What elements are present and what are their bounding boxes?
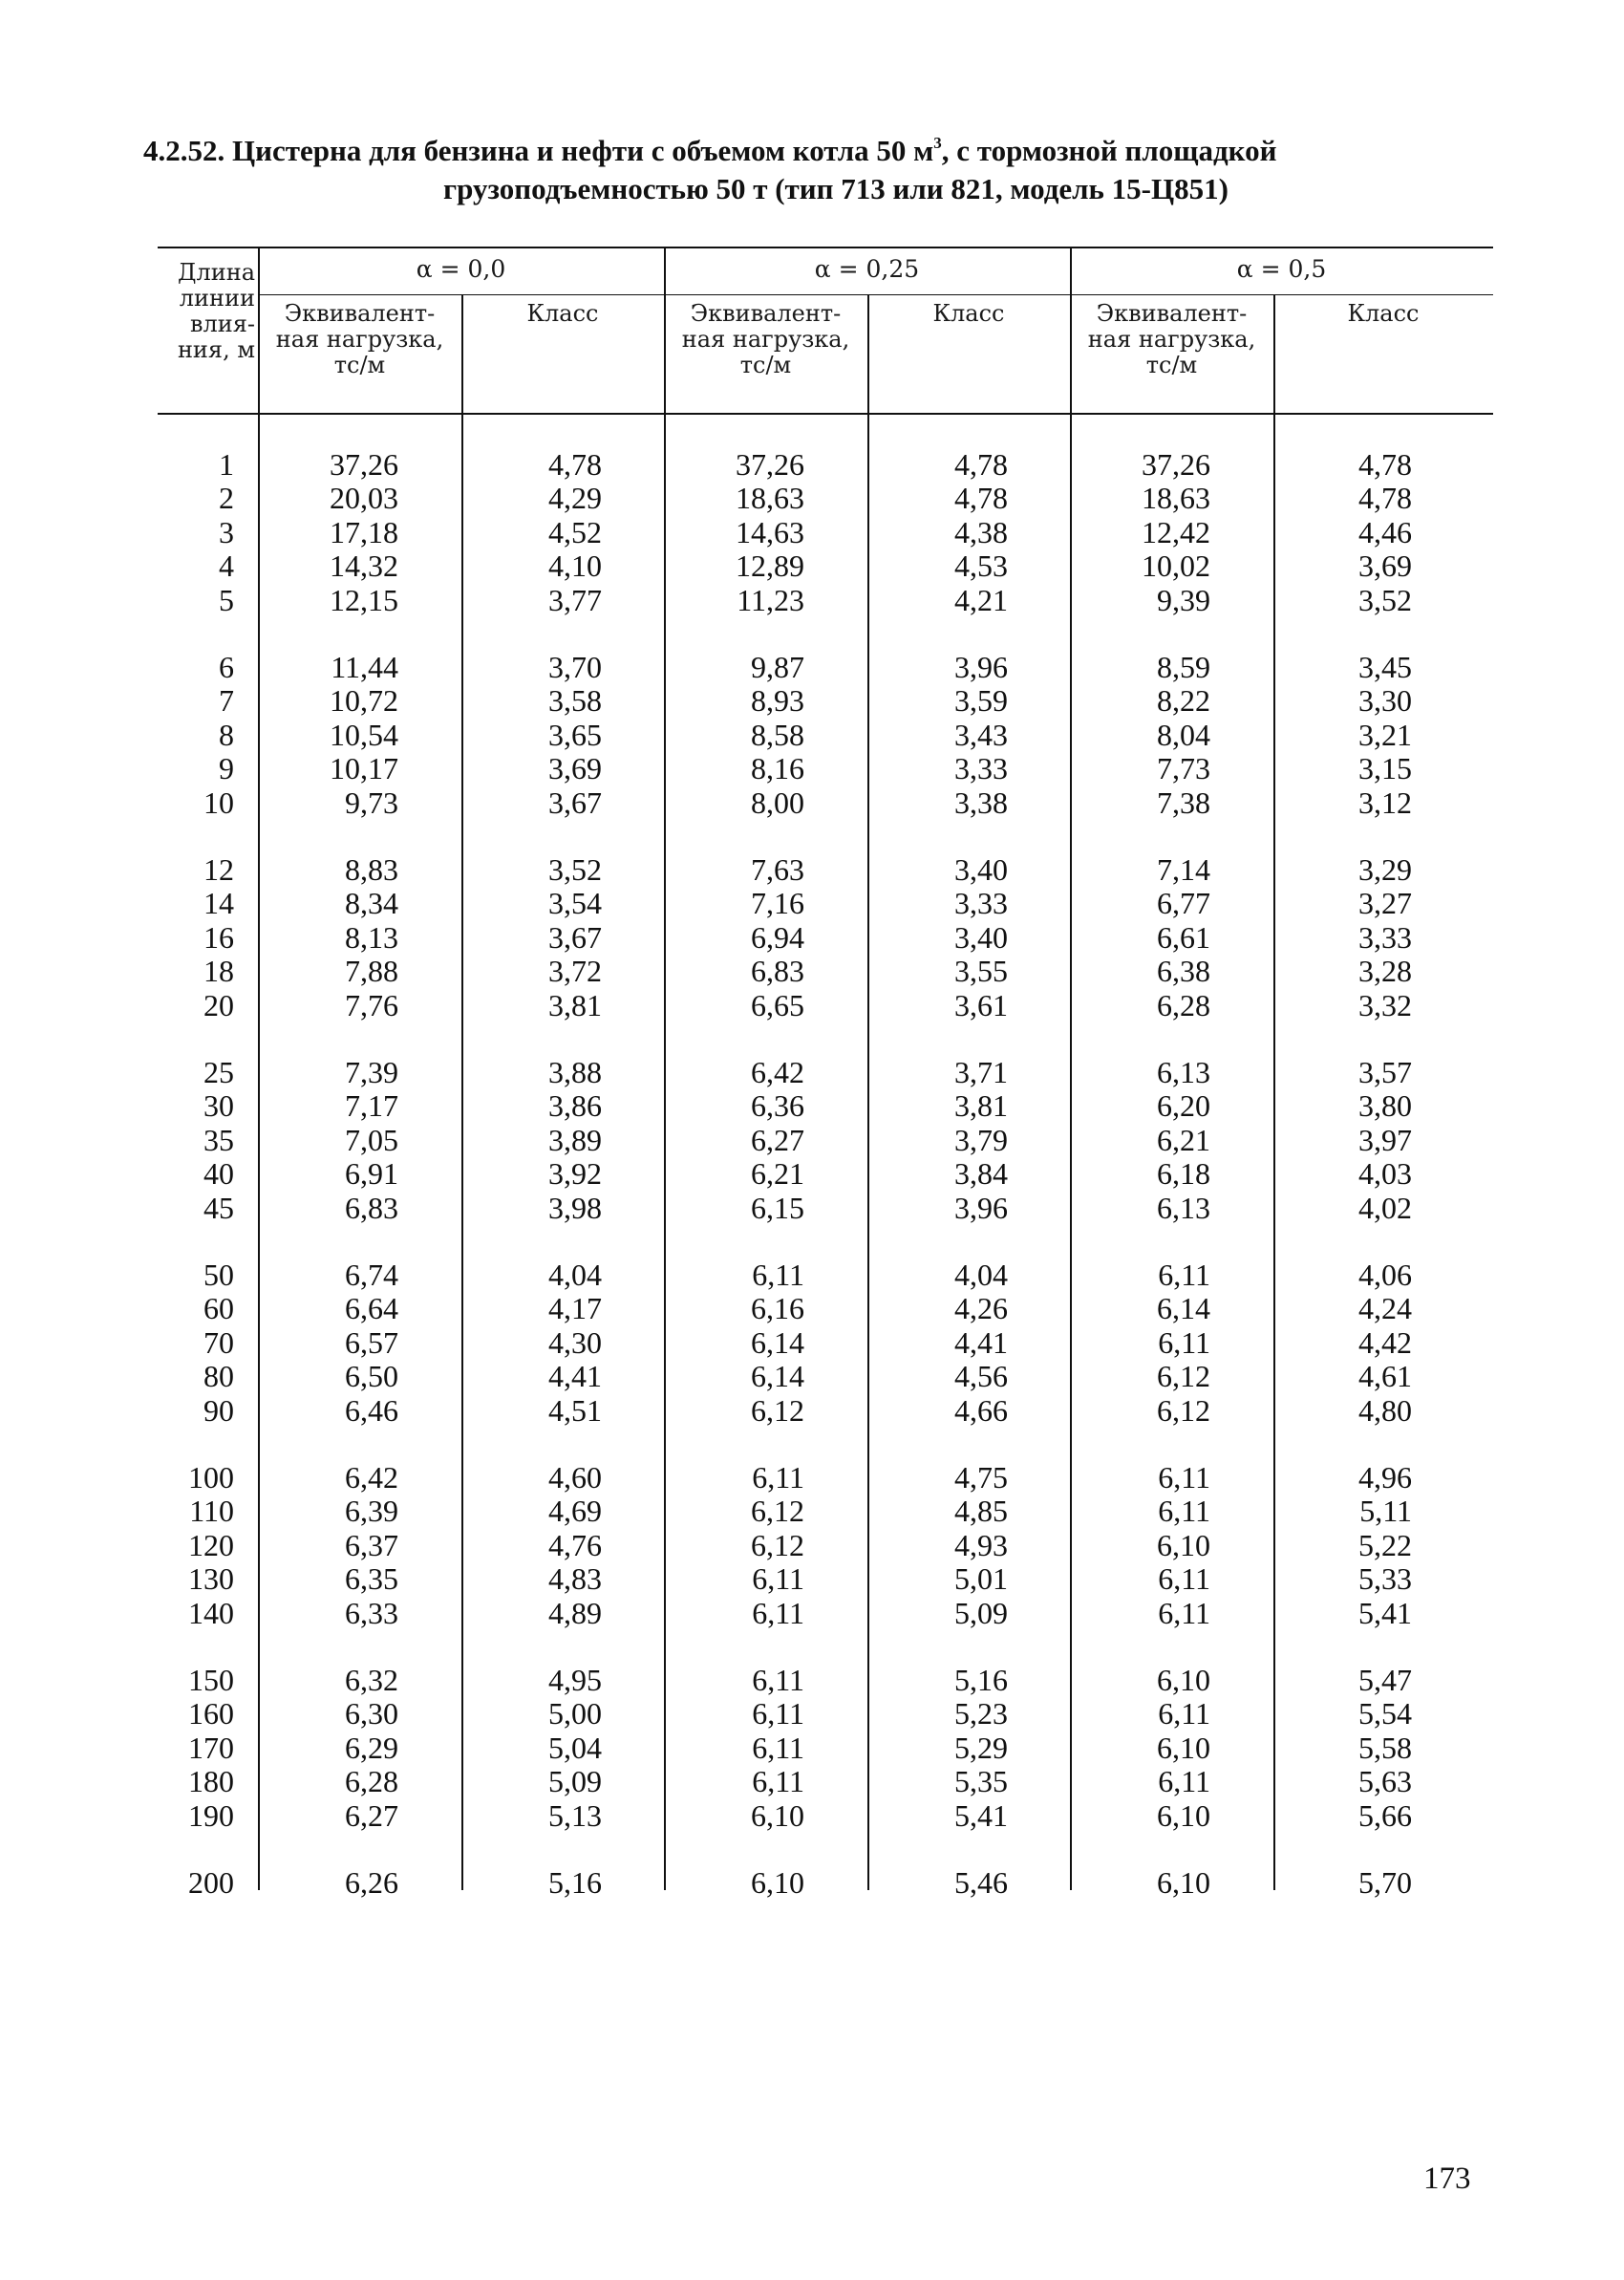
load-cell: 6,65 xyxy=(751,987,804,1022)
row-length-cell: 16 xyxy=(203,919,234,955)
load-cell: 6,11 xyxy=(1158,1696,1210,1732)
load-cell: 7,05 xyxy=(345,1122,398,1157)
class-cell: 3,40 xyxy=(954,852,1008,887)
header-class-0: Класс xyxy=(526,300,599,327)
header-alpha-2: α = 0,5 xyxy=(1236,255,1327,283)
row-length-cell: 190 xyxy=(188,1797,234,1833)
class-cell: 4,04 xyxy=(548,1258,602,1292)
load-cell: 7,14 xyxy=(1157,852,1210,887)
header-line: ная нагрузка, xyxy=(275,326,444,353)
header-alpha-1: α = 0,25 xyxy=(814,255,920,283)
class-cell: 3,30 xyxy=(1358,683,1412,719)
load-cell: 6,57 xyxy=(345,1324,398,1360)
class-cell: 3,27 xyxy=(1358,886,1412,921)
load-cell: 6,27 xyxy=(345,1797,398,1833)
row-length-cell: 70 xyxy=(203,1324,234,1360)
table-subcolumn-rule xyxy=(867,294,869,1890)
class-cell: 4,30 xyxy=(548,1324,602,1360)
class-cell: 3,59 xyxy=(954,683,1008,719)
class-cell: 4,60 xyxy=(548,1460,602,1495)
class-cell: 5,00 xyxy=(548,1696,602,1732)
table-top-rule xyxy=(158,247,1493,248)
table-title xyxy=(143,132,1509,208)
row-length-cell: 7 xyxy=(219,683,234,719)
load-cell: 6,64 xyxy=(345,1291,398,1326)
row-length-cell: 14 xyxy=(203,886,234,921)
data-table xyxy=(158,247,1493,1900)
class-cell: 3,67 xyxy=(548,919,602,955)
class-cell: 5,16 xyxy=(548,1865,602,1900)
row-length-cell: 2 xyxy=(219,481,234,516)
load-cell: 8,34 xyxy=(345,886,398,921)
load-cell: 8,13 xyxy=(345,919,398,955)
class-cell: 4,61 xyxy=(1358,1359,1412,1394)
load-cell: 6,11 xyxy=(752,1764,804,1799)
class-cell: 3,38 xyxy=(954,785,1008,820)
class-cell: 3,12 xyxy=(1358,785,1412,820)
load-cell: 7,88 xyxy=(345,954,398,989)
load-cell: 6,11 xyxy=(1158,1258,1210,1292)
class-cell: 3,45 xyxy=(1358,650,1412,684)
row-length-cell: 80 xyxy=(203,1359,234,1394)
row-length-cell: 200 xyxy=(188,1865,234,1900)
table-column-rule xyxy=(1070,247,1072,1890)
table-subcolumn-rule xyxy=(461,294,463,1890)
load-cell: 6,42 xyxy=(751,1055,804,1089)
class-cell: 4,06 xyxy=(1358,1258,1412,1292)
load-cell: 37,26 xyxy=(330,447,398,482)
load-cell: 12,15 xyxy=(330,582,398,617)
class-cell: 4,96 xyxy=(1358,1460,1412,1495)
header-line: ная нагрузка, xyxy=(681,326,850,353)
header-line: Эквивалент- xyxy=(284,300,436,327)
class-cell: 3,33 xyxy=(954,886,1008,921)
header-line: тс/м xyxy=(739,352,792,378)
header-equivalent-load-0 xyxy=(254,301,465,378)
load-cell: 6,33 xyxy=(345,1595,398,1630)
class-cell: 4,93 xyxy=(954,1527,1008,1562)
load-cell: 6,11 xyxy=(752,1258,804,1292)
class-cell: 4,41 xyxy=(548,1359,602,1394)
class-cell: 5,23 xyxy=(954,1696,1008,1732)
title-line-1: 4.2.52. Цистерна для бензина и нефти с объемом котла 50 $м^3$, с тормозной площадкой xyxy=(143,134,1277,167)
load-cell: 6,94 xyxy=(751,919,804,955)
load-cell: 6,37 xyxy=(345,1527,398,1562)
load-cell: 11,44 xyxy=(331,650,398,684)
row-length-cell: 12 xyxy=(203,852,234,887)
row-length-cell: 4 xyxy=(219,548,234,584)
class-cell: 4,51 xyxy=(548,1392,602,1428)
load-cell: 6,30 xyxy=(345,1696,398,1732)
class-cell: 3,86 xyxy=(548,1088,602,1124)
load-cell: 6,10 xyxy=(1157,1527,1210,1562)
class-cell: 4,85 xyxy=(954,1494,1008,1529)
row-length-cell: 3 xyxy=(219,514,234,549)
table-column-rule xyxy=(664,247,666,1890)
class-cell: 3,79 xyxy=(954,1122,1008,1157)
row-length-cell: 130 xyxy=(188,1561,234,1597)
table-header-bottom-rule xyxy=(158,413,1493,415)
class-cell: 3,88 xyxy=(548,1055,602,1089)
class-cell: 3,61 xyxy=(954,987,1008,1022)
load-cell: 6,28 xyxy=(1157,987,1210,1022)
class-cell: 4,78 xyxy=(548,447,602,482)
class-cell: 4,69 xyxy=(548,1494,602,1529)
load-cell: 18,63 xyxy=(736,481,804,516)
class-cell: 5,66 xyxy=(1358,1797,1412,1833)
load-cell: 7,16 xyxy=(751,886,804,921)
load-cell: 6,20 xyxy=(1157,1088,1210,1124)
row-length-cell: 6 xyxy=(219,650,234,684)
class-cell: 4,78 xyxy=(1358,481,1412,516)
row-length-cell: 150 xyxy=(188,1663,234,1697)
load-cell: 8,22 xyxy=(1157,683,1210,719)
page-number: 173 xyxy=(1423,2162,1471,2196)
load-cell: 8,59 xyxy=(1157,650,1210,684)
class-cell: 5,09 xyxy=(954,1595,1008,1630)
class-cell: 4,04 xyxy=(954,1258,1008,1292)
load-cell: 6,32 xyxy=(345,1663,398,1697)
load-cell: 10,02 xyxy=(1142,548,1210,584)
class-cell: 5,13 xyxy=(548,1797,602,1833)
class-cell: 3,80 xyxy=(1358,1088,1412,1124)
row-length-cell: 50 xyxy=(203,1258,234,1292)
class-cell: 4,83 xyxy=(548,1561,602,1597)
load-cell: 6,11 xyxy=(752,1595,804,1630)
row-length-cell: 160 xyxy=(188,1696,234,1732)
load-cell: 6,10 xyxy=(1157,1663,1210,1697)
class-cell: 3,96 xyxy=(954,650,1008,684)
load-cell: 6,14 xyxy=(751,1359,804,1394)
table-column-rule xyxy=(258,247,260,1890)
class-cell: 3,29 xyxy=(1358,852,1412,887)
class-cell: 5,35 xyxy=(954,1764,1008,1799)
load-cell: 7,17 xyxy=(345,1088,398,1124)
load-cell: 6,28 xyxy=(345,1764,398,1799)
class-cell: 5,58 xyxy=(1358,1730,1412,1765)
load-cell: 6,36 xyxy=(751,1088,804,1124)
load-cell: 18,63 xyxy=(1142,481,1210,516)
superscript-3: 3 xyxy=(933,134,942,152)
load-cell: 7,39 xyxy=(345,1055,398,1089)
load-cell: 6,27 xyxy=(751,1122,804,1157)
header-class-1: Класс xyxy=(932,300,1005,327)
class-cell: 4,42 xyxy=(1358,1324,1412,1360)
load-cell: 6,18 xyxy=(1157,1156,1210,1192)
class-cell: 5,47 xyxy=(1358,1663,1412,1697)
class-cell: 3,33 xyxy=(1358,919,1412,955)
load-cell: 14,32 xyxy=(330,548,398,584)
row-length-cell: 100 xyxy=(188,1460,234,1495)
row-length-cell: 40 xyxy=(203,1156,234,1192)
load-cell: 14,63 xyxy=(736,514,804,549)
row-length-cell: 18 xyxy=(203,954,234,989)
class-cell: 3,54 xyxy=(548,886,602,921)
load-cell: 6,10 xyxy=(751,1865,804,1900)
load-cell: 10,72 xyxy=(330,683,398,719)
header-line: тс/м xyxy=(1145,352,1198,378)
class-cell: 3,81 xyxy=(548,987,602,1022)
class-cell: 3,69 xyxy=(1358,548,1412,584)
class-cell: 3,81 xyxy=(954,1088,1008,1124)
row-length-cell: 90 xyxy=(203,1392,234,1428)
table-subcolumn-rule xyxy=(1273,294,1275,1890)
class-cell: 3,58 xyxy=(548,683,602,719)
row-length-cell: 10 xyxy=(203,785,234,820)
load-cell: 6,38 xyxy=(1157,954,1210,989)
row-length-cell: 120 xyxy=(188,1527,234,1562)
class-cell: 3,33 xyxy=(954,751,1008,786)
load-cell: 11,23 xyxy=(737,582,804,617)
load-cell: 6,11 xyxy=(752,1696,804,1732)
load-cell: 6,13 xyxy=(1157,1190,1210,1225)
load-cell: 6,21 xyxy=(751,1156,804,1192)
class-cell: 4,56 xyxy=(954,1359,1008,1394)
load-cell: 6,91 xyxy=(345,1156,398,1192)
class-cell: 5,22 xyxy=(1358,1527,1412,1562)
class-cell: 5,41 xyxy=(954,1797,1008,1833)
load-cell: 6,10 xyxy=(751,1797,804,1833)
load-cell: 6,39 xyxy=(345,1494,398,1529)
load-cell: 6,83 xyxy=(345,1190,398,1225)
class-cell: 3,28 xyxy=(1358,954,1412,989)
header-class-2: Класс xyxy=(1347,300,1420,327)
load-cell: 6,29 xyxy=(345,1730,398,1765)
load-cell: 6,26 xyxy=(345,1865,398,1900)
class-cell: 4,41 xyxy=(954,1324,1008,1360)
row-length-cell: 9 xyxy=(219,751,234,786)
load-cell: 6,11 xyxy=(1158,1764,1210,1799)
class-cell: 5,33 xyxy=(1358,1561,1412,1597)
load-cell: 6,77 xyxy=(1157,886,1210,921)
class-cell: 4,46 xyxy=(1358,514,1412,549)
load-cell: 8,58 xyxy=(751,717,804,752)
class-cell: 4,80 xyxy=(1358,1392,1412,1428)
row-length-cell: 45 xyxy=(203,1190,234,1225)
load-cell: 6,12 xyxy=(751,1494,804,1529)
row-length-cell: 30 xyxy=(203,1088,234,1124)
load-cell: 7,38 xyxy=(1157,785,1210,820)
row-length-cell: 5 xyxy=(219,582,234,617)
class-cell: 5,70 xyxy=(1358,1865,1412,1900)
row-length-cell: 1 xyxy=(219,447,234,482)
class-cell: 5,63 xyxy=(1358,1764,1412,1799)
class-cell: 5,46 xyxy=(954,1865,1008,1900)
load-cell: 6,50 xyxy=(345,1359,398,1394)
row-length-cell: 170 xyxy=(188,1730,234,1765)
class-cell: 3,65 xyxy=(548,717,602,752)
class-cell: 3,32 xyxy=(1358,987,1412,1022)
class-cell: 4,75 xyxy=(954,1460,1008,1495)
load-cell: 6,12 xyxy=(751,1392,804,1428)
load-cell: 6,14 xyxy=(751,1324,804,1360)
class-cell: 3,72 xyxy=(548,954,602,989)
class-cell: 4,78 xyxy=(954,481,1008,516)
header-line: Длина xyxy=(177,259,255,286)
class-cell: 4,03 xyxy=(1358,1156,1412,1192)
class-cell: 3,89 xyxy=(548,1122,602,1157)
load-cell: 6,16 xyxy=(751,1291,804,1326)
load-cell: 6,42 xyxy=(345,1460,398,1495)
title-line-2: грузоподъемностью 50 т (тип 713 или 821, модель 15-Ц851) xyxy=(443,172,1229,205)
class-cell: 3,52 xyxy=(548,852,602,887)
load-cell: 9,87 xyxy=(751,650,804,684)
class-cell: 4,95 xyxy=(548,1663,602,1697)
load-cell: 6,46 xyxy=(345,1392,398,1428)
load-cell: 8,16 xyxy=(751,751,804,786)
class-cell: 3,57 xyxy=(1358,1055,1412,1089)
load-cell: 6,11 xyxy=(752,1663,804,1697)
class-cell: 3,67 xyxy=(548,785,602,820)
load-cell: 9,73 xyxy=(345,785,398,820)
class-cell: 5,11 xyxy=(1359,1494,1412,1529)
load-cell: 6,83 xyxy=(751,954,804,989)
class-cell: 3,69 xyxy=(548,751,602,786)
header-influence-line-length xyxy=(150,260,255,363)
header-line: тс/м xyxy=(333,352,386,378)
header-line: линии xyxy=(179,285,255,312)
class-cell: 3,92 xyxy=(548,1156,602,1192)
class-cell: 4,21 xyxy=(954,582,1008,617)
class-cell: 3,40 xyxy=(954,919,1008,955)
load-cell: 6,12 xyxy=(1157,1359,1210,1394)
row-length-cell: 25 xyxy=(203,1055,234,1089)
class-cell: 5,54 xyxy=(1358,1696,1412,1732)
class-cell: 3,52 xyxy=(1358,582,1412,617)
load-cell: 6,35 xyxy=(345,1561,398,1597)
row-length-cell: 110 xyxy=(189,1494,234,1529)
class-cell: 4,89 xyxy=(548,1595,602,1630)
row-length-cell: 8 xyxy=(219,717,234,752)
load-cell: 6,12 xyxy=(751,1527,804,1562)
load-cell: 6,10 xyxy=(1157,1797,1210,1833)
load-cell: 6,15 xyxy=(751,1190,804,1225)
class-cell: 4,26 xyxy=(954,1291,1008,1326)
class-cell: 5,04 xyxy=(548,1730,602,1765)
load-cell: 6,11 xyxy=(1158,1561,1210,1597)
class-cell: 3,15 xyxy=(1358,751,1412,786)
load-cell: 37,26 xyxy=(1142,447,1210,482)
class-cell: 5,29 xyxy=(954,1730,1008,1765)
load-cell: 12,42 xyxy=(1142,514,1210,549)
row-length-cell: 180 xyxy=(188,1764,234,1799)
load-cell: 8,93 xyxy=(751,683,804,719)
load-cell: 10,54 xyxy=(330,717,398,752)
class-cell: 4,53 xyxy=(954,548,1008,584)
table-subheader-rule xyxy=(258,294,1493,295)
load-cell: 10,17 xyxy=(330,751,398,786)
class-cell: 4,17 xyxy=(548,1291,602,1326)
class-cell: 3,98 xyxy=(548,1190,602,1225)
class-cell: 4,29 xyxy=(548,481,602,516)
load-cell: 6,11 xyxy=(752,1460,804,1495)
row-length-cell: 20 xyxy=(203,987,234,1022)
header-line: ния, м xyxy=(177,336,255,363)
row-length-cell: 35 xyxy=(203,1122,234,1157)
load-cell: 6,11 xyxy=(752,1561,804,1597)
load-cell: 17,18 xyxy=(330,514,398,549)
load-cell: 9,39 xyxy=(1157,582,1210,617)
load-cell: 20,03 xyxy=(330,481,398,516)
load-cell: 6,61 xyxy=(1157,919,1210,955)
load-cell: 7,73 xyxy=(1157,751,1210,786)
class-cell: 4,02 xyxy=(1358,1190,1412,1225)
class-cell: 5,09 xyxy=(548,1764,602,1799)
load-cell: 6,14 xyxy=(1157,1291,1210,1326)
load-cell: 6,12 xyxy=(1157,1392,1210,1428)
class-cell: 5,01 xyxy=(954,1561,1008,1597)
class-cell: 4,10 xyxy=(548,548,602,584)
class-cell: 3,55 xyxy=(954,954,1008,989)
class-cell: 4,78 xyxy=(1358,447,1412,482)
class-cell: 4,78 xyxy=(954,447,1008,482)
class-cell: 5,16 xyxy=(954,1663,1008,1697)
load-cell: 6,11 xyxy=(1158,1494,1210,1529)
load-cell: 8,04 xyxy=(1157,717,1210,752)
class-cell: 3,21 xyxy=(1358,717,1412,752)
load-cell: 7,63 xyxy=(751,852,804,887)
class-cell: 4,76 xyxy=(548,1527,602,1562)
load-cell: 6,11 xyxy=(752,1730,804,1765)
load-cell: 6,11 xyxy=(1158,1460,1210,1495)
class-cell: 3,70 xyxy=(548,650,602,684)
class-cell: 3,84 xyxy=(954,1156,1008,1192)
class-cell: 3,43 xyxy=(954,717,1008,752)
class-cell: 4,52 xyxy=(548,514,602,549)
header-line: ная нагрузка, xyxy=(1087,326,1256,353)
load-cell: 6,21 xyxy=(1157,1122,1210,1157)
class-cell: 3,97 xyxy=(1358,1122,1412,1157)
load-cell: 6,74 xyxy=(345,1258,398,1292)
header-equivalent-load-1 xyxy=(660,301,871,378)
load-cell: 6,10 xyxy=(1157,1730,1210,1765)
load-cell: 12,89 xyxy=(736,548,804,584)
load-cell: 37,26 xyxy=(736,447,804,482)
row-length-cell: 60 xyxy=(203,1291,234,1326)
load-cell: 7,76 xyxy=(345,987,398,1022)
header-line: влия- xyxy=(189,311,255,337)
load-cell: 6,11 xyxy=(1158,1595,1210,1630)
load-cell: 6,13 xyxy=(1157,1055,1210,1089)
class-cell: 4,38 xyxy=(954,514,1008,549)
class-cell: 3,96 xyxy=(954,1190,1008,1225)
class-cell: 4,66 xyxy=(954,1392,1008,1428)
header-equivalent-load-2 xyxy=(1066,301,1277,378)
load-cell: 6,11 xyxy=(1158,1324,1210,1360)
row-length-cell: 140 xyxy=(188,1595,234,1630)
header-line: Эквивалент- xyxy=(690,300,842,327)
header-line: Эквивалент- xyxy=(1096,300,1248,327)
class-cell: 5,41 xyxy=(1358,1595,1412,1630)
load-cell: 8,00 xyxy=(751,785,804,820)
load-cell: 6,10 xyxy=(1157,1865,1210,1900)
class-cell: 4,24 xyxy=(1358,1291,1412,1326)
header-alpha-0: α = 0,0 xyxy=(416,255,506,283)
class-cell: 3,77 xyxy=(548,582,602,617)
load-cell: 8,83 xyxy=(345,852,398,887)
class-cell: 3,71 xyxy=(954,1055,1008,1089)
